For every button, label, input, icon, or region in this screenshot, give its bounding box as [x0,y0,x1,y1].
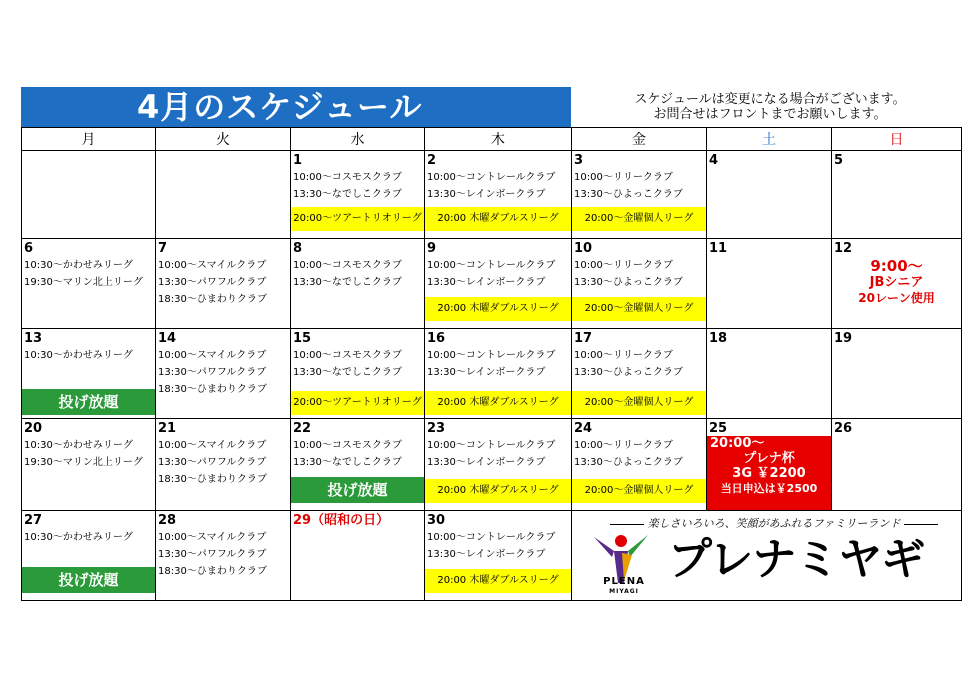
day-cell [832,419,962,511]
free-play-badge: 投げ放題 [22,567,155,593]
day-number: 6 [24,241,34,256]
event-line: 13:30～ひよっこクラブ [574,189,683,200]
day-number: 3 [574,153,584,168]
day-number: 30 [427,513,446,528]
event-line: 10:00～スマイルクラブ [158,532,267,543]
event-line: 13:30～レインボークラブ [427,189,546,200]
league-highlight: 20:00～金曜個人リーグ [572,391,706,415]
day-number: 8 [293,241,303,256]
day-number: 28 [158,513,177,528]
note-lanes: 20レーン使用 [858,291,935,305]
week-row-5 [22,511,962,601]
event-line: 10:00～コントレールクラブ [427,172,556,183]
plena-cup-box [707,436,831,510]
event-line: 13:30～なでしこクラブ [293,367,402,378]
notice-line-1: スケジュールは変更になる場合がございます。 [634,92,906,107]
day-number: 2 [427,153,437,168]
event-line: 19:30～マリン北上リーグ [24,457,143,468]
cup-name: プレナ杯 [743,451,795,466]
page-title: 4月のスケジュール [137,88,423,126]
day-cell [291,329,425,419]
brand-tagline: 楽しさいろいろ、笑顔があふれるファミリーランド [594,515,954,531]
day-cell [291,239,425,329]
league-highlight: 20:00 木曜ダブルスリーグ [425,207,571,231]
empty-cell [22,151,156,239]
day-cell [425,419,572,511]
event-line: 10:00～リリークラブ [574,260,673,271]
note-time: 9:00～ [870,257,923,275]
event-line: 13:30～ひよっこクラブ [574,367,683,378]
event-line: 13:30～レインボークラブ [427,549,546,560]
event-line: 10:00～スマイルクラブ [158,260,267,271]
day-cell [425,329,572,419]
event-line: 13:30～なでしこクラブ [293,457,402,468]
league-highlight: 20:00～ツアートリオリーグ [291,207,424,231]
event-line: 13:30～パワフルクラブ [158,457,267,468]
day-number: 27 [24,513,43,528]
title-bar [21,87,571,127]
event-line: 10:30～かわせみリーグ [24,260,133,271]
brand [572,511,961,600]
league-highlight: 20:00 木曜ダブルスリーグ [425,391,571,415]
day-cell [156,419,291,511]
event-line: 10:00～リリークラブ [574,350,673,361]
day-number: 22 [293,421,312,436]
event-line: 10:00～コントレールクラブ [427,260,556,271]
day-number: 23 [427,421,446,436]
event-line: 10:00～スマイルクラブ [158,350,267,361]
note-event: JBシニア [869,275,924,290]
day-cell [22,511,156,601]
day-number: 12 [834,241,853,256]
event-line: 13:30～パワフルクラブ [158,277,267,288]
day-cell [425,151,572,239]
schedule-notice [600,92,940,122]
day-cell [832,151,962,239]
jb-senior-note [832,257,961,306]
week-row-4 [22,419,962,511]
event-line: 13:30～レインボークラブ [427,457,546,468]
weekday-thu: 木 [425,128,572,151]
event-line: 18:30～ひまわりクラブ [158,474,267,485]
day-number: 7 [158,241,168,256]
day-number: 17 [574,331,593,346]
day-cell [291,511,425,601]
league-highlight: 20:00～金曜個人リーグ [572,207,706,231]
event-line: 13:30～なでしこクラブ [293,277,402,288]
weekday-mon: 月 [22,128,156,151]
day-number: 10 [574,241,593,256]
weekday-fri: 金 [572,128,707,151]
league-highlight: 20:00～金曜個人リーグ [572,297,706,321]
day-cell [156,239,291,329]
event-line: 18:30～ひまわりクラブ [158,566,267,577]
brand-name: プレナミヤギ [668,534,925,585]
day-number: 5 [834,153,844,168]
event-line: 10:30～かわせみリーグ [24,350,133,361]
day-cell [572,151,707,239]
day-cell [156,329,291,419]
event-line: 10:30～かわせみリーグ [24,440,133,451]
league-highlight: 20:00 木曜ダブルスリーグ [425,569,571,593]
league-highlight: 20:00～金曜個人リーグ [572,479,706,503]
day-cell [22,419,156,511]
empty-cell [156,151,291,239]
event-line: 10:00～スマイルクラブ [158,440,267,451]
event-line: 10:00～コスモスクラブ [293,350,402,361]
event-line: 10:30～かわせみリーグ [24,532,133,543]
day-cell [572,239,707,329]
event-line: 18:30～ひまわりクラブ [158,384,267,395]
day-cell [22,329,156,419]
event-line: 10:00～コントレールクラブ [427,532,556,543]
brand-logo-text: PLENA [603,576,645,587]
day-cell [832,239,962,329]
event-line: 10:00～コスモスクラブ [293,260,402,271]
free-play-badge: 投げ放題 [22,389,155,415]
week-row-1 [22,151,962,239]
brand-logo-subtext: MIYAGI [609,588,639,595]
week-row-3 [22,329,962,419]
day-number: 1 [293,153,303,168]
brand-panel [572,511,962,601]
weekday-sun: 日 [832,128,962,151]
free-play-badge: 投げ放題 [291,477,424,503]
day-number: 15 [293,331,312,346]
day-cell [291,151,425,239]
event-line: 10:00～コスモスクラブ [293,440,402,451]
league-highlight: 20:00～ツアートリオリーグ [291,391,424,415]
weekday-tue: 火 [156,128,291,151]
day-number: 18 [709,331,728,346]
event-line: 10:00～コスモスクラブ [293,172,402,183]
event-line: 10:00～リリークラブ [574,172,673,183]
day-cell [425,511,572,601]
day-cell [832,329,962,419]
holiday-day-number: 29（昭和の日） [293,513,390,528]
event-line: 19:30～マリン北上リーグ [24,277,143,288]
day-number: 11 [709,241,728,256]
day-number: 25 [709,421,728,436]
day-number: 21 [158,421,177,436]
day-cell [22,239,156,329]
day-number: 24 [574,421,593,436]
day-cell [707,329,832,419]
day-cell [572,419,707,511]
day-cell [156,511,291,601]
event-line: 13:30～レインボークラブ [427,367,546,378]
week-row-2 [22,239,962,329]
day-number: 9 [427,241,437,256]
day-cell [707,419,832,511]
day-number: 26 [834,421,853,436]
event-line: 13:30～パワフルクラブ [158,367,267,378]
day-number: 13 [24,331,43,346]
event-line: 18:30～ひまわりクラブ [158,294,267,305]
day-number: 4 [709,153,719,168]
day-cell [707,239,832,329]
event-line: 13:30～パワフルクラブ [158,549,267,560]
day-cell [425,239,572,329]
league-highlight: 20:00 木曜ダブルスリーグ [425,479,571,503]
event-line: 13:30～ひよっこクラブ [574,277,683,288]
cup-sameday-price: 当日申込は￥2500 [720,482,818,495]
event-line: 13:30～なでしこクラブ [293,189,402,200]
weekday-wed: 水 [291,128,425,151]
weekday-header-row [22,128,962,151]
event-line: 13:30～ひよっこクラブ [574,457,683,468]
weekday-sat: 土 [707,128,832,151]
notice-line-2: お問合せはフロントまでお願いします。 [653,107,887,122]
day-cell [291,419,425,511]
day-number: 16 [427,331,446,346]
day-number: 14 [158,331,177,346]
day-cell [707,151,832,239]
day-number: 20 [24,421,43,436]
day-cell [572,329,707,419]
event-line: 10:00～コントレールクラブ [427,350,556,361]
event-line: 10:00～コントレールクラブ [427,440,556,451]
league-highlight: 20:00 木曜ダブルスリーグ [425,297,571,321]
calendar-grid [21,127,962,601]
event-line: 13:30～レインボークラブ [427,277,546,288]
event-line: 10:00～リリークラブ [574,440,673,451]
cup-price: 3G ￥2200 [732,466,806,481]
cup-time: 20:00～ [710,436,765,451]
day-number: 19 [834,331,853,346]
